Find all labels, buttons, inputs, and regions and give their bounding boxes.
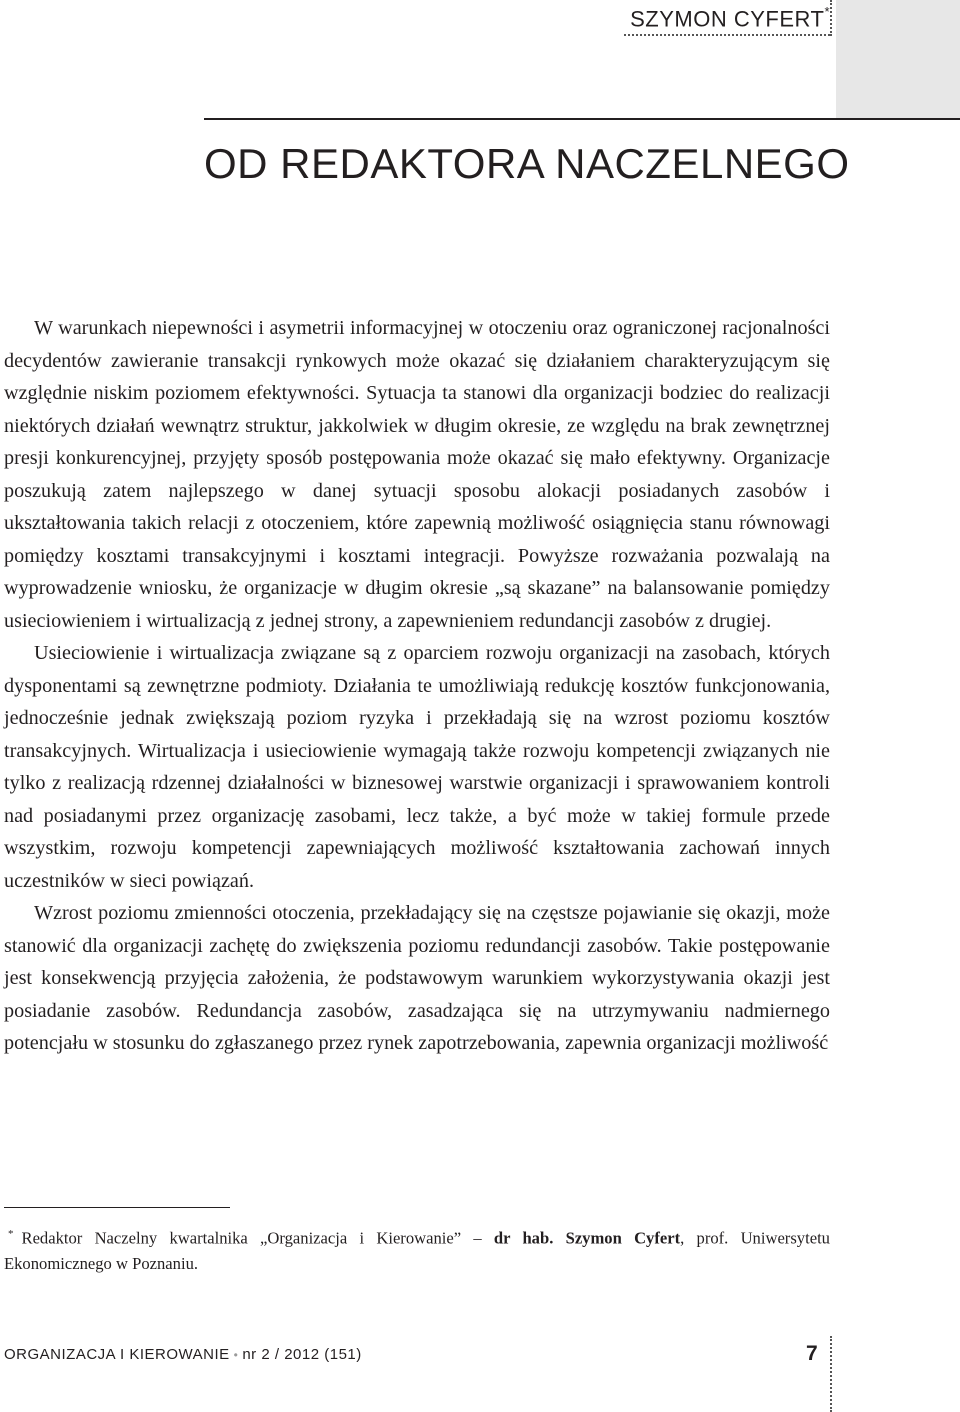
footer-bullet: • (233, 1348, 239, 1362)
page-title: OD REDAKTORA NACZELNEGO (204, 140, 850, 187)
header-dotted-underline (624, 34, 830, 36)
author-footnote-mark: * (824, 4, 830, 19)
footnote (4, 1222, 830, 1276)
header-gray-block (836, 0, 960, 118)
footer-journal-name: ORGANIZACJA I KIEROWANIE (4, 1346, 230, 1363)
header-dotted-vertical (830, 0, 832, 36)
page-number: 7 (806, 1342, 818, 1365)
paragraph-3: Wzrost poziomu zmienności otoczenia, przekładający się na częstsze pojawianie się okazji, może stanowić dla organizacji zachętę do zwiększenia poziomu redundancji zasobów. Takie postępowanie jest konsekwencją przyjęcia założenia, że podstawowym warunkiem wykorzystywania okazji jest posiadanie zasobów. Redundancja zasobów, zasadzająca się na utrzymywaniu nadmiernego potencjału w stosunku do zgłaszanego przez rynek zapotrzebowania, zapewnia organizacji możliwość (4, 902, 830, 1054)
running-head-author (630, 0, 830, 33)
footnote-text-after: , prof. Uniwersytetu Ekonomicznego w Poznaniu. (4, 1228, 830, 1273)
footnote-rule (4, 1207, 230, 1208)
footer-issue: nr 2 / 2012 (151) (242, 1346, 362, 1363)
article-body (4, 312, 830, 1060)
footer-journal-info (4, 1346, 362, 1363)
footnote-mark: * (8, 1228, 14, 1240)
footnote-text-before: Redaktor Naczelny kwartalnika „Organizacja i Kierowanie” – (21, 1228, 494, 1248)
footnote-author-name: dr hab. Szymon Cyfert (493, 1228, 681, 1248)
author-name: SZYMON CYFERT (630, 6, 825, 32)
title-rule (204, 118, 960, 120)
paragraph-2: Usieciowienie i wirtualizacja związane są z oparciem rozwoju organizacji na zasobach, których dysponentami są zewnętrzne podmioty. Działania te umożliwiają redukcję kosztów funkcjonowania, jednocześnie jednak zwiększają poziom ryzyka i przekładają się na wzrost poziomu kosztów transakcyjnych. Wirtualizacja i usieciowienie wymagają także rozwoju kompetencji związanych nie tylko z realizacją rdzennej działalności w biznesowej warstwie organizacji i sprawowaniem kontroli nad posiadanymi przez organizację zasobami, lecz także, a być może w takiej formule przede wszystkim, rozwoju kompetencji zapewniających możliwość kształtowania zachowań innych uczestników w sieci powiązań. (4, 642, 830, 892)
footer-dotted-vertical (830, 1336, 832, 1412)
paragraph-1: W warunkach niepewności i asymetrii informacyjnej w otoczeniu oraz ograniczonej racjonalności decydentów zawieranie transakcji rynkowych może okazać się działaniem charakteryzującym się względnie niskim poziomem efektywności. Sytuacja ta stanowi dla organizacji bodziec do realizacji niektórych działań wewnątrz struktur, jakkolwiek w długim okresie, ze względu na brak zewnętrznej presji konkurencyjnej, przyjęty sposób postępowania może okazać się mało efektywny. Organizacje poszukują zatem najlepszego w danej sytuacji sposobu alokacji posiadanych zasobów i ukształtowania takich relacji z otoczeniem, które zapewnią możliwość osiągnięcia stanu równowagi pomiędzy kosztami transakcyjnymi i kosztami integracji. Powyższe rozważania pozwalają na wyprowadzenie wniosku, że organizacje w długim okresie „są skazane” na balansowanie pomiędzy usieciowieniem i wirtualizacją z jednej strony, a zapewnieniem redundancji zasobów z drugiej. (4, 317, 830, 632)
